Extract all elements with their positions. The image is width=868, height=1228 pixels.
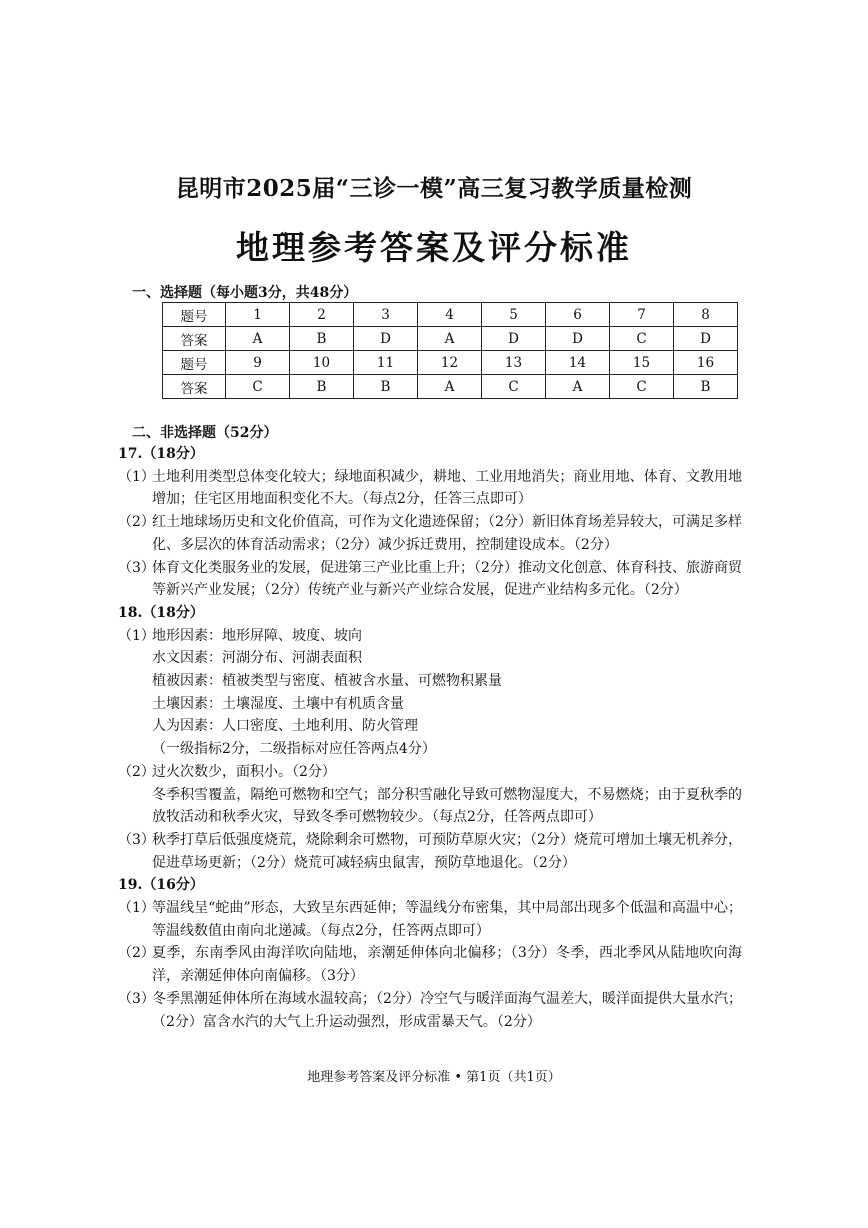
table-row xyxy=(163,303,738,327)
factor-line: 人为因素：人口密度、土地利用、防火管理 xyxy=(152,718,418,735)
item-number: （3） xyxy=(118,831,155,848)
list-item xyxy=(118,625,742,761)
factor-line: 水文因素：河湖分布、河湖表面积 xyxy=(152,650,362,667)
question-number: 2 xyxy=(290,303,354,327)
answer-cell: B xyxy=(290,375,354,399)
item-text: 等温线呈“蛇曲”形态，大致呈东西延伸；等温线分布密集，其中局部出现多个低温和高温中心；等温线数值由南向北递减。（每点2分，任答两点即可） xyxy=(152,900,742,939)
item-text: 体育文化类服务业的发展，促进第三产业比重上升；（2分）推动文化创意、体育科技、旅游商贸等新兴产业发展；（2分）传统产业与新兴产业综合发展，促进产业结构多元化。（2分） xyxy=(152,559,742,599)
question-number: 5 xyxy=(482,303,546,327)
question-number: 13 xyxy=(482,351,546,375)
question-17-heading: 17.（18分） xyxy=(118,446,204,462)
factor-line: 地形因素：地形屏障、坡度、坡向 xyxy=(152,627,362,644)
table-row xyxy=(163,375,738,399)
question-18-heading: 18.（18分） xyxy=(118,604,204,621)
question-number: 16 xyxy=(674,351,738,375)
document-title: 地理参考答案及评分标准 xyxy=(236,228,632,267)
section-multiple-choice-heading: 一、选择题（每小题3分，共48分） xyxy=(132,285,358,301)
answer-cell: C xyxy=(610,327,674,351)
item-number: （3） xyxy=(118,990,155,1007)
item-number: （2） xyxy=(118,945,155,962)
question-number: 10 xyxy=(290,351,354,375)
row-label-answer: 答案 xyxy=(163,375,226,399)
answer-cell: D xyxy=(674,327,738,351)
row-label-question: 题号 xyxy=(163,303,226,327)
row-label-answer: 答案 xyxy=(163,327,226,351)
list-item xyxy=(118,511,742,556)
question-number: 3 xyxy=(354,303,418,327)
question-number: 11 xyxy=(354,351,418,375)
item-text xyxy=(152,761,742,829)
page-footer: 地理参考答案及评分标准 • 第1页（共1页） xyxy=(307,1070,561,1085)
question-number: 15 xyxy=(610,351,674,375)
question-number: 6 xyxy=(546,303,610,327)
list-item xyxy=(118,897,742,942)
row-label-question: 题号 xyxy=(163,351,226,375)
exam-title: 昆明市2025届“三诊一模”高三复习教学质量检测 xyxy=(175,175,693,202)
answer-cell: C xyxy=(226,375,290,399)
answer-cell: B xyxy=(674,375,738,399)
item-number: （2） xyxy=(118,763,155,780)
item-number: （2） xyxy=(118,514,155,531)
question-number: 4 xyxy=(418,303,482,327)
free-response-answers xyxy=(118,443,742,1033)
question-19-heading: 19.（16分） xyxy=(118,877,204,894)
item-text-paragraph: 冬季积雪覆盖，隔绝可燃物和空气；部分积雪融化导致可燃物湿度大，不易燃烧；由于夏秋季的放牧活动和秋季火灾，导致冬季可燃物较少。（每点2分，任答两点即可） xyxy=(152,786,742,826)
answer-cell: D xyxy=(546,327,610,351)
item-text: 土地利用类型总体变化较大；绿地面积减少，耕地、工业用地消失；商业用地、体育、文教用地增加；住宅区用地面积变化不大。（每点2分，任答三点即可） xyxy=(152,468,742,508)
answer-cell: C xyxy=(610,375,674,399)
item-number: （1） xyxy=(118,468,155,485)
answer-cell: A xyxy=(418,327,482,351)
list-item xyxy=(118,557,742,602)
question-number: 12 xyxy=(418,351,482,375)
item-number: （1） xyxy=(118,900,155,917)
item-number: （1） xyxy=(118,627,155,644)
item-text: 秋季打草后低强度烧荒，烧除剩余可燃物，可预防草原火灾；（2分）烧荒可增加土壤无机养分，促进草场更新；（2分）烧荒可减轻病虫鼠害，预防草地退化。（2分） xyxy=(152,831,742,871)
question-number: 8 xyxy=(674,303,738,327)
answer-cell: D xyxy=(354,327,418,351)
section-free-response-heading: 二、非选择题（52分） xyxy=(132,425,278,441)
scoring-note: （一级指标2分，二级指标对应任答两点4分） xyxy=(152,741,436,758)
list-item xyxy=(118,761,742,829)
answer-cell: A xyxy=(418,375,482,399)
item-text xyxy=(152,625,742,761)
question-number: 9 xyxy=(226,351,290,375)
factor-line: 植被因素：植被类型与密度、植被含水量、可燃物积累量 xyxy=(152,673,502,690)
question-number: 1 xyxy=(226,303,290,327)
question-number: 14 xyxy=(546,351,610,375)
list-item xyxy=(118,829,742,874)
list-item xyxy=(118,466,742,511)
item-text-line: 过火次数少，面积小。（2分） xyxy=(152,763,336,780)
answer-cell: B xyxy=(290,327,354,351)
item-text: 红土地球场历史和文化价值高，可作为文化遗迹保留；（2分）新旧体育场差异较大，可满足多样化、多层次的体育活动需求；（2分）减少拆迁费用，控制建设成本。（2分） xyxy=(152,514,742,553)
item-text: 冬季黑潮延伸体所在海域水温较高；（2分）冷空气与暖洋面海气温差大，暖洋面提供大量水汽；（2分）富含水汽的大气上升运动强烈，形成雷暴天气。（2分） xyxy=(152,990,742,1030)
answer-cell: C xyxy=(482,375,546,399)
table-row xyxy=(163,327,738,351)
answer-cell: D xyxy=(482,327,546,351)
list-item xyxy=(118,942,742,987)
list-item xyxy=(118,988,742,1033)
answer-cell: A xyxy=(226,327,290,351)
factor-line: 土壤因素：土壤湿度、土壤中有机质含量 xyxy=(152,695,404,712)
answer-cell: A xyxy=(546,375,610,399)
item-text: 夏季，东南季风由海洋吹向陆地，亲潮延伸体向北偏移；（3分）冬季，西北季风从陆地吹向海洋，亲潮延伸体向南偏移。（3分） xyxy=(152,945,742,985)
answer-table xyxy=(162,302,738,399)
item-number: （3） xyxy=(118,559,155,576)
answer-cell: B xyxy=(354,375,418,399)
table-row xyxy=(163,351,738,375)
question-number: 7 xyxy=(610,303,674,327)
